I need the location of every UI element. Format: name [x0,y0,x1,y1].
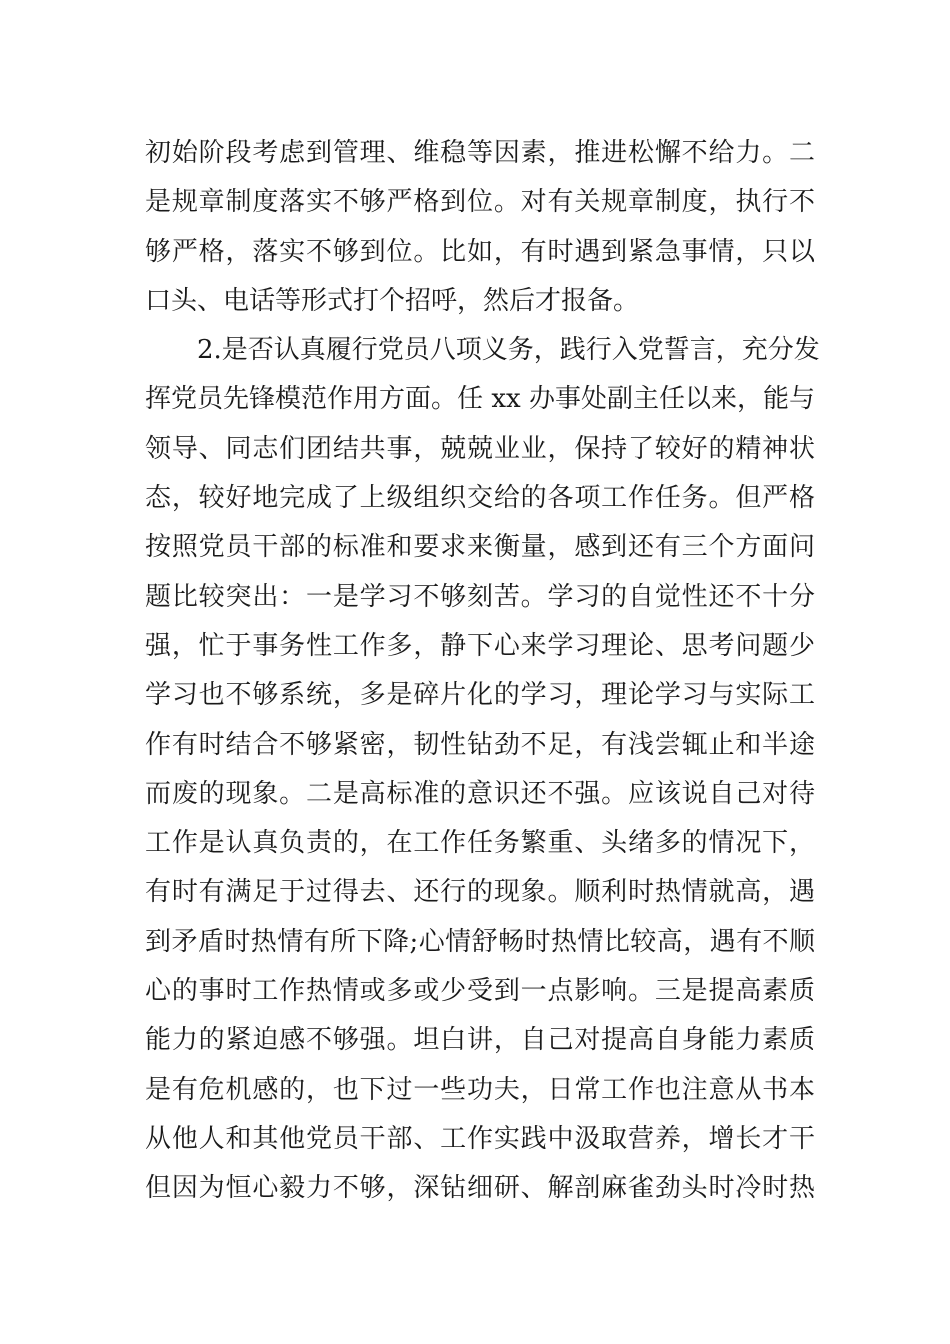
text-line: 是有危机感的，也下过一些功夫，日常工作也注意从书本 [145,1074,815,1105]
text-line: 按照党员干部的标准和要求来衡量，感到还有三个方面问 [145,532,815,563]
text-line: 初始阶段考虑到管理、维稳等因素，推进松懈不给力。二 [145,138,815,168]
body-text [145,129,820,1214]
text-line: 有时有满足于过得去、还行的现象。顺利时热情就高，遇 [145,877,815,908]
text-line: 挥党员先锋模范作用方面。任 xx 办事处副主任以来，能与 [145,384,815,415]
text-line: 从他人和其他党员干部、工作实践中汲取营养，增长才干 [145,1123,815,1154]
text-line: 题比较突出：一是学习不够刻苦。学习的自觉性还不十分 [145,581,815,612]
text-line: 但因为恒心毅力不够，深钻细研、解剖麻雀劲头时冷时热 [145,1173,815,1204]
text-line: 能力的紧迫感不够强。坦白讲，自己对提高自身能力素质 [145,1025,815,1056]
text-line: 强，忙于事务性工作多，静下心来学习理论、思考问题少 [145,630,815,661]
text-line: 口头、电话等形式打个招呼，然后才报备。 [145,285,640,316]
text-line: 是规章制度落实不够严格到位。对有关规章制度，执行不 [145,187,815,218]
text-line: 够严格，落实不够到位。比如，有时遇到紧急事情，只以 [145,236,815,267]
text-line: 学习也不够系统，多是碎片化的学习，理论学习与实际工 [145,680,815,711]
text-line: 心的事时工作热情或多或少受到一点影响。三是提高素质 [145,976,815,1007]
paragraph-heading-line: 2.是否认真履行党员八项义务，践行入党誓言，充分发 [197,335,820,366]
text-line: 领导、同志们团结共事，兢兢业业，保持了较好的精神状 [145,433,815,464]
text-line: 态，较好地完成了上级组织交给的各项工作任务。但严格 [145,483,815,514]
text-line: 到矛盾时热情有所下降;心情舒畅时热情比较高，遇有不顺 [145,926,815,957]
text-line: 作有时结合不够紧密，韧性钻劲不足，有浅尝辄止和半途 [145,729,815,760]
text-line: 工作是认真负责的，在工作任务繁重、头绪多的情况下， [145,828,815,859]
text-line: 而废的现象。二是高标准的意识还不强。应该说自己对待 [145,778,815,809]
